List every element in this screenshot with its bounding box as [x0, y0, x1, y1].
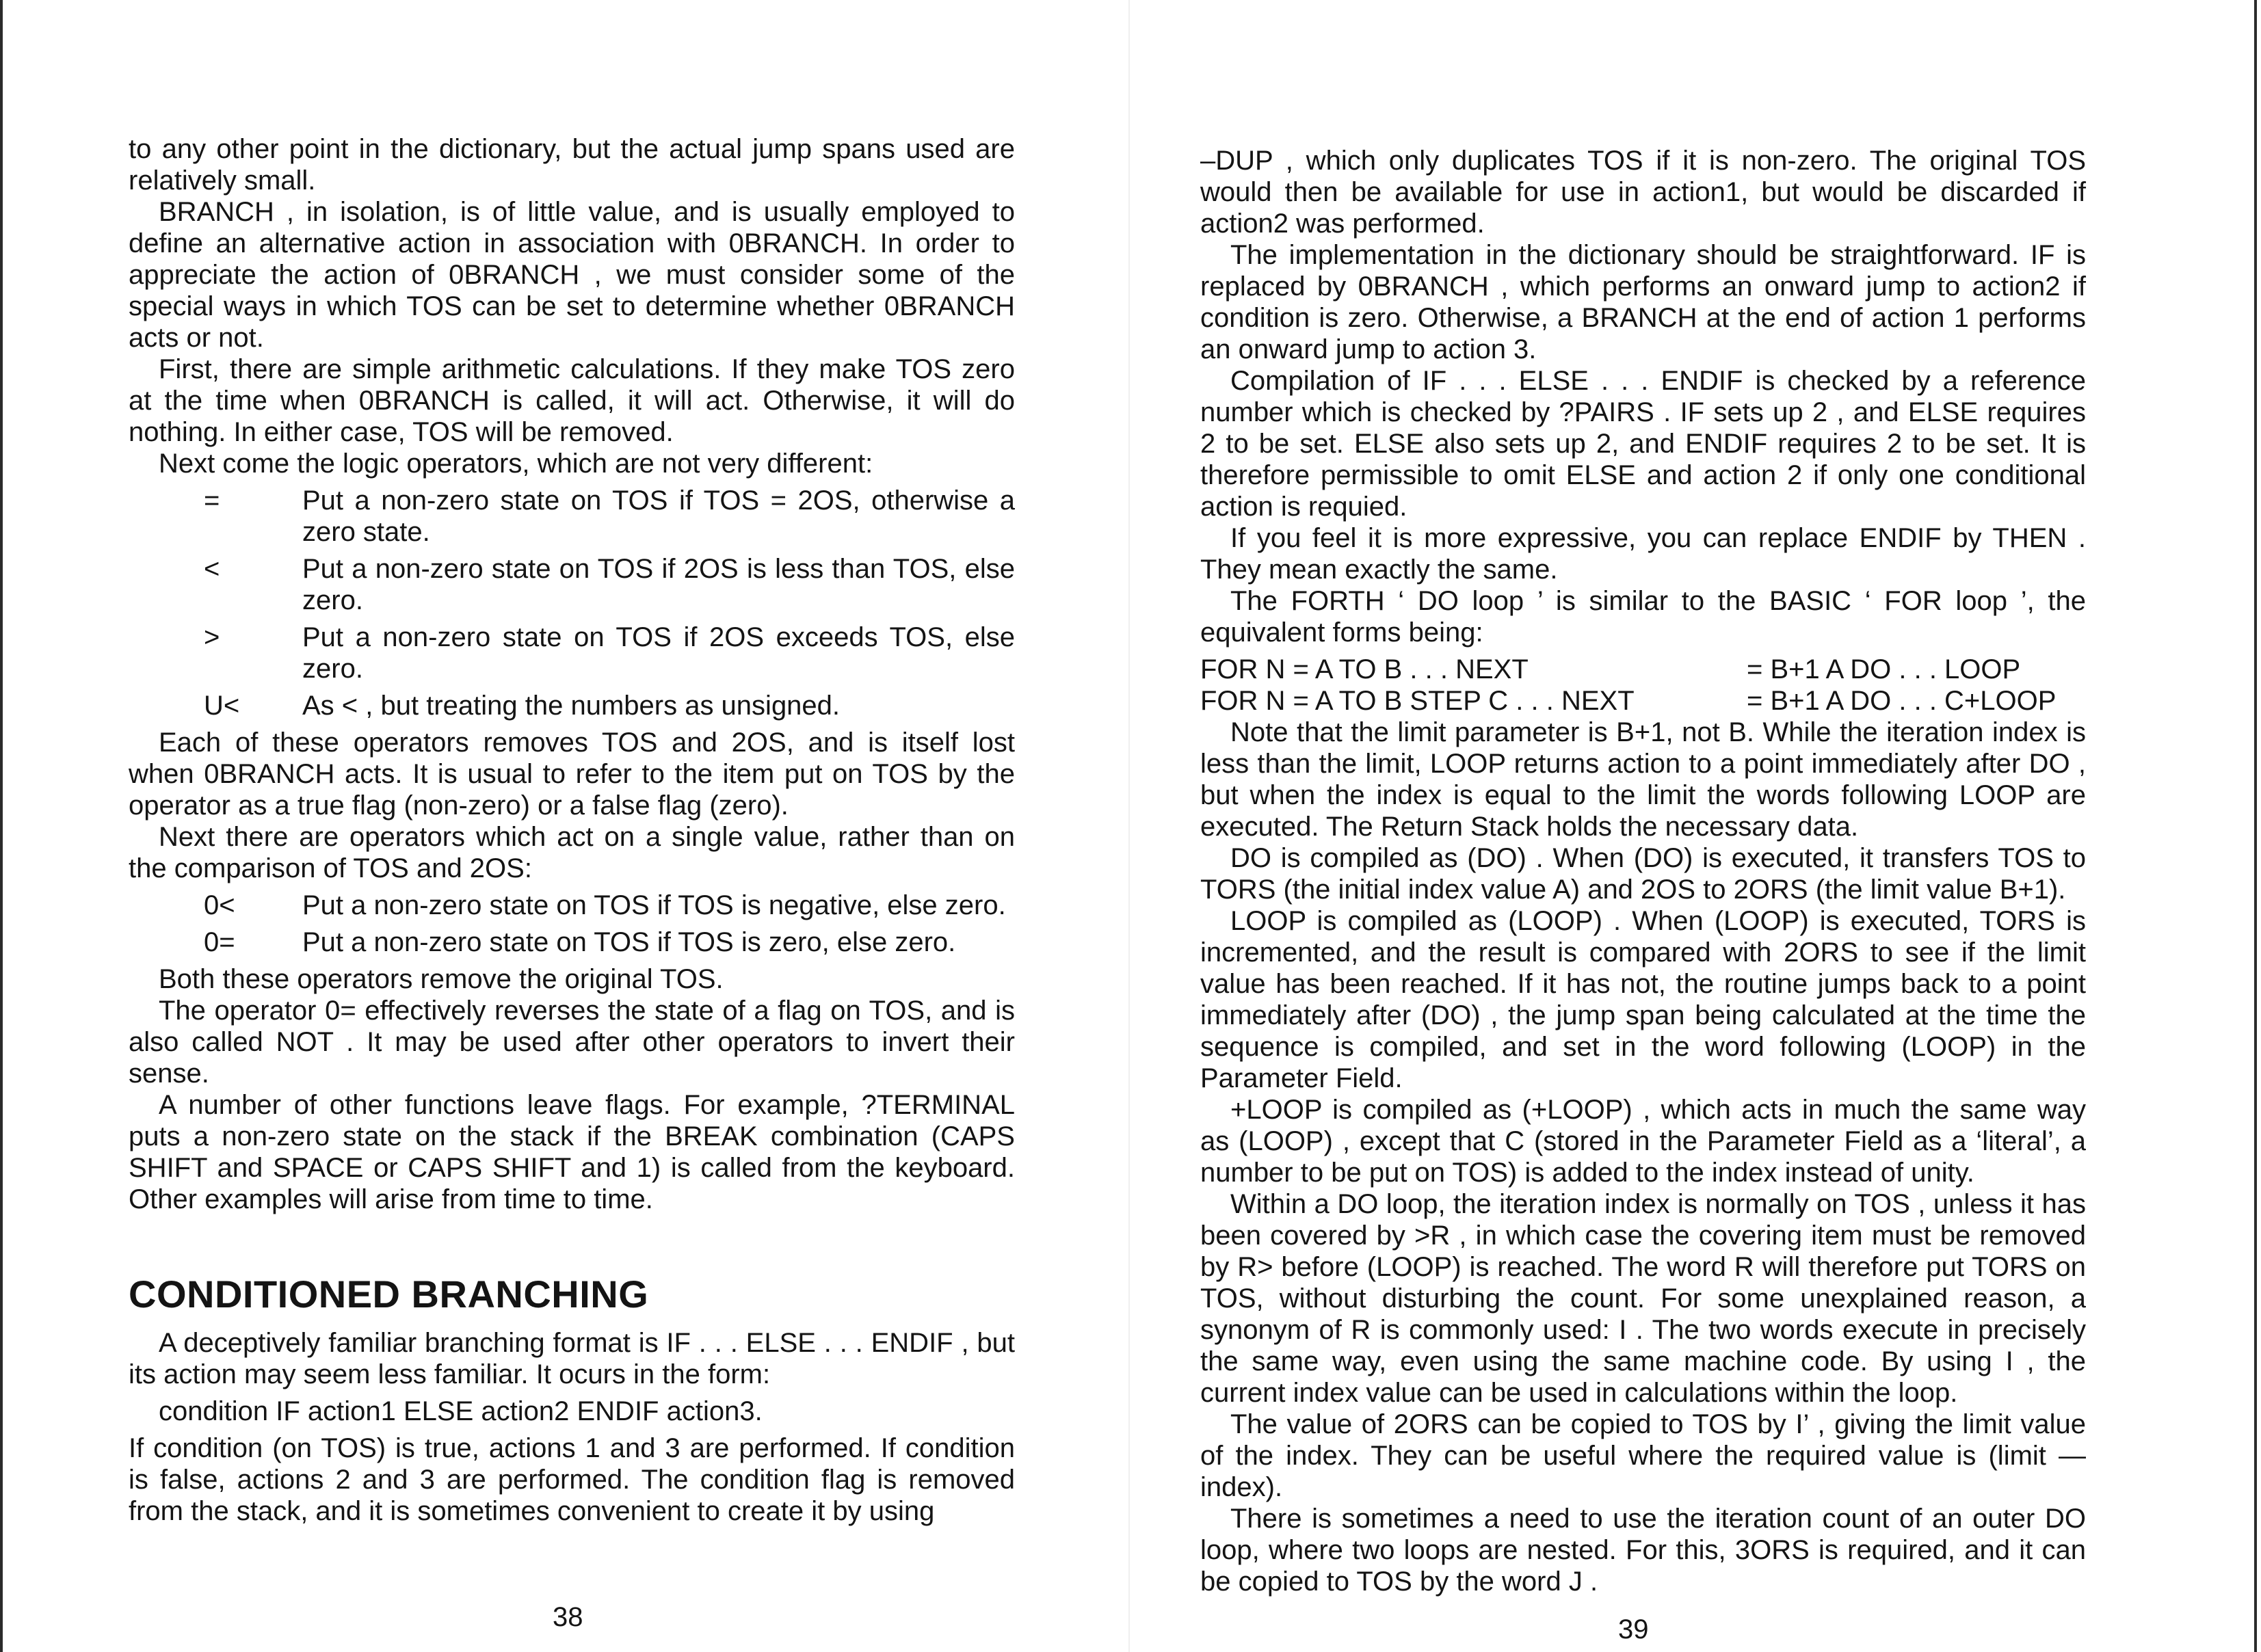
- equivalence-row: [1200, 685, 2086, 717]
- paragraph: A number of other functions leave flags. For example, ?TERMINAL puts a non-zero state on the stack if the BREAK combination (CAPS SHIFT and SPACE or CAPS SHIFT and 1) is called from the keyboard. Other examples will arise from time to time.: [129, 1090, 1015, 1214]
- operator-description: Put a non-zero state on TOS if 2OS exceeds TOS, else zero.: [302, 622, 1015, 684]
- forth-form: = B+1 A DO . . . C+LOOP: [1747, 686, 2057, 716]
- operator-description: Put a non-zero state on TOS if 2OS is less than TOS, else zero.: [302, 554, 1015, 615]
- operator-description: Put a non-zero state on TOS if TOS is negative, else zero.: [302, 890, 1006, 920]
- paragraph: The operator 0= effectively reverses the state of a flag on TOS, and is also called NOT . It may be used after other operators to invert their sense.: [129, 996, 1015, 1089]
- equivalence-row: [1200, 654, 2086, 685]
- paragraph: A deceptively familiar branching format is IF . . . ELSE . . . ENDIF , but its action may seem less familiar. It ocurs in the form:: [129, 1328, 1015, 1389]
- paragraph: LOOP is compiled as (LOOP) . When (LOOP) is executed, TORS is incremented, and the result is compared with 2ORS to see if the limit value has been reached. If it has not, the routine jumps back to a point immediately after (DO) , the jump span being calculated at the time the sequence is compiled, and set in the word following (LOOP) in the Parameter Field.: [1200, 906, 2086, 1093]
- page-number-right: 39: [1618, 1614, 1649, 1644]
- paragraph: Compilation of IF . . . ELSE . . . ENDIF is checked by a reference number which is checked by ?PAIRS . IF sets up 2 , and ELSE requires 2 to be set. ELSE also sets up 2, and ENDIF requires 2 to be set. It is therefore permissible to omit ELSE and action 2 if only one conditional action is requied.: [1200, 366, 2086, 522]
- definition-item: [129, 927, 1015, 958]
- definition-item: [129, 485, 1015, 548]
- operator-term: 0<: [204, 890, 235, 920]
- paragraph: +LOOP is compiled as (+LOOP) , which acts in much the same way as (LOOP) , except that C (stored in the Parameter Field as a ‘literal’, a number to be put on TOS) is added to the index instead of unity.: [1200, 1095, 2086, 1188]
- definition-item: [129, 690, 1015, 721]
- paragraph: Within a DO loop, the iteration index is normally on TOS , unless it has been covered by >R , in which case the covering item must be removed by R> before (LOOP) is reached. The word R will therefore put TORS on TOS, without disturbing the count. For some unexplained reason, a synonym of R is commonly used: I . The two words execute in precisely the same way, even using the same machine code. By using I , the current index value can be used in calculations within the loop.: [1200, 1189, 2086, 1408]
- paragraph: There is sometimes a need to use the iteration count of an outer DO loop, where two loops are nested. For this, 3ORS is required, and it can be copied to TOS by the word J .: [1200, 1504, 2086, 1597]
- code-form-line: condition IF action1 ELSE action2 ENDIF action3.: [159, 1396, 763, 1426]
- right-page-column: [1200, 145, 2086, 1597]
- paragraph: Note that the limit parameter is B+1, not B. While the iteration index is less than the limit, LOOP returns action to a point immediately after DO , but when the index is equal to the limit the words following LOOP are executed. The Return Stack holds the necessary data.: [1200, 717, 2086, 842]
- operator-term: =: [204, 485, 220, 516]
- operator-description: Put a non-zero state on TOS if TOS = 2OS, otherwise a zero state.: [302, 485, 1015, 547]
- operator-description: Put a non-zero state on TOS if TOS is zero, else zero.: [302, 927, 956, 957]
- paragraph: Both these operators remove the original TOS.: [159, 964, 724, 994]
- forth-form: = B+1 A DO . . . LOOP: [1747, 654, 2021, 684]
- page-number-left: 38: [553, 1602, 583, 1632]
- book-gutter: [1128, 0, 1130, 1652]
- paragraph: If condition (on TOS) is true, actions 1 and 3 are performed. If condition is false, actions 2 and 3 are performed. The condition flag is removed from the stack, and it is sometimes convenient to create it by using: [129, 1433, 1015, 1526]
- paragraph: BRANCH , in isolation, is of little value, and is usually employed to define an alternative action in association with 0BRANCH. In order to appreciate the action of 0BRANCH , we must consider some of the special ways in which TOS can be set to determine whether 0BRANCH acts or not.: [129, 197, 1015, 353]
- basic-form: FOR N = A TO B STEP C . . . NEXT: [1200, 686, 1635, 716]
- operator-term: <: [204, 554, 220, 584]
- paragraph: Next come the logic operators, which are not very different:: [159, 449, 873, 479]
- definition-item: [129, 622, 1015, 684]
- left-page-edge: [0, 0, 3, 1652]
- definition-item: [129, 890, 1015, 921]
- definition-item: [129, 553, 1015, 616]
- paragraph: –DUP , which only duplicates TOS if it is non-zero. The original TOS would then be available for use in action1, but would be discarded if action2 was performed.: [1200, 146, 2086, 239]
- operator-term: 0=: [204, 927, 235, 957]
- operator-term: U<: [204, 691, 240, 721]
- basic-form: FOR N = A TO B . . . NEXT: [1200, 654, 1529, 684]
- paragraph: Next there are operators which act on a single value, rather than on the comparison of TOS and 2OS:: [129, 822, 1015, 883]
- section-heading: CONDITIONED BRANCHING: [129, 1273, 649, 1316]
- operator-term: >: [204, 622, 220, 652]
- paragraph: If you feel it is more expressive, you can replace ENDIF by THEN . They mean exactly the same.: [1200, 523, 2086, 585]
- paragraph: The FORTH ‘ DO loop ’ is similar to the BASIC ‘ FOR loop ’, the equivalent forms being:: [1200, 586, 2086, 648]
- paragraph: The implementation in the dictionary should be straightforward. IF is replaced by 0BRANCH , which performs an onward jump to action2 if condition is zero. Otherwise, a BRANCH at the end of action 1 performs an onward jump to action 3.: [1200, 240, 2086, 364]
- paragraph: DO is compiled as (DO) . When (DO) is executed, it transfers TOS to TORS (the initial index value A) and 2OS to 2ORS (the limit value B+1).: [1200, 843, 2086, 905]
- right-page-edge: [2254, 0, 2257, 1652]
- equivalence-table: [1200, 654, 2086, 717]
- paragraph: The value of 2ORS can be copied to TOS by I’ , giving the limit value of the index. They can be useful where the required value is (limit — index).: [1200, 1409, 2086, 1502]
- operator-description: As < , but treating the numbers as unsigned.: [302, 691, 841, 721]
- paragraph: Each of these operators removes TOS and 2OS, and is itself lost when 0BRANCH acts. It is usual to refer to the item put on TOS by the operator as a true flag (non-zero) or a false flag (zero).: [129, 728, 1015, 821]
- paragraph: to any other point in the dictionary, but the actual jump spans used are relatively small.: [129, 134, 1015, 196]
- left-page-column: [129, 133, 1015, 1527]
- paragraph: First, there are simple arithmetic calculations. If they make TOS zero at the time when 0BRANCH is called, it will act. Otherwise, it will do nothing. In either case, TOS will be removed.: [129, 354, 1015, 447]
